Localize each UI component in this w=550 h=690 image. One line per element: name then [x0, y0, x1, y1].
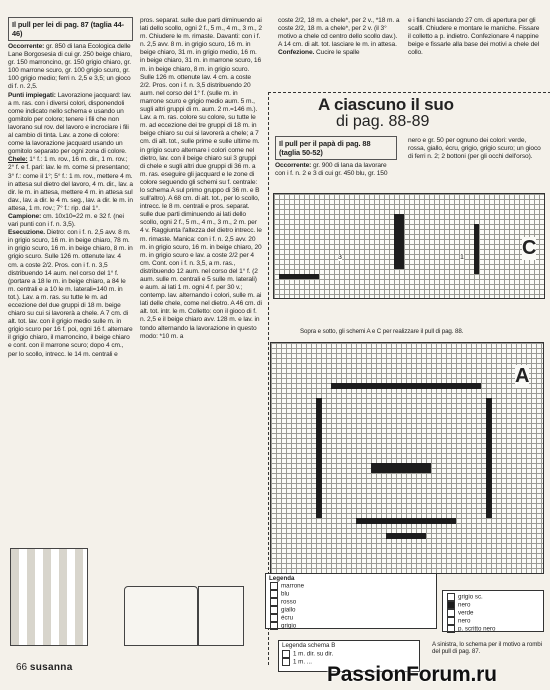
sweater-sketch-icon	[198, 586, 244, 646]
legend-item	[270, 606, 304, 614]
legend-item	[270, 590, 304, 598]
legend-item-label: marrone	[281, 582, 305, 590]
legend-item	[447, 601, 496, 609]
chart-c-label: C	[522, 237, 537, 259]
swatch-icon	[270, 582, 278, 590]
panel-subtitle: di pag. 88-89	[336, 113, 430, 130]
panel-left-text	[275, 136, 397, 178]
swatch-icon	[282, 650, 290, 658]
label-chele: Chele:	[8, 156, 28, 164]
swatch-icon	[447, 617, 455, 625]
panel-right-body: nero e gr. 50 per ognuno dei colori: verde, rossa, giallo, écru, grigio, grigio scuro; un gioco di ferri n. 2; 2 bottoni (per gli occhi dell'orso).	[408, 137, 541, 161]
legend-item	[270, 582, 304, 590]
swatch-icon	[270, 590, 278, 598]
swatch-icon	[270, 598, 278, 606]
text-punti: Lavorazione jacquard: lav. a m. ras. con i diversi colori, disponendoli come indicato nello schema e usando un gomitolo per colore; tenere i fili che non lavorano sul rov. del lavoro e incrociare i fili al cambio di tinta. Lav. a zone di colore: come la lavorazione jacquard usando un gomitolo separato per ogni zona di colore.	[8, 91, 132, 156]
legend-item	[447, 609, 496, 617]
chart-c-block	[474, 224, 479, 274]
chart-caption: Sopra e sotto, gli schemi A e C per realizzare il pull di pag. 88.	[300, 328, 464, 335]
middle-column	[140, 17, 262, 341]
chart-c-grid	[273, 193, 545, 299]
legend-item	[270, 614, 304, 622]
legend-title: Legenda	[269, 575, 295, 582]
panel-occorrente	[275, 162, 397, 178]
chart-c-block	[394, 214, 404, 269]
legend-box	[265, 573, 437, 629]
chart-a-shape	[331, 383, 481, 389]
swatch-icon	[270, 614, 278, 622]
sweater-sketch-icon	[10, 548, 88, 646]
chart-c-block	[279, 274, 319, 279]
chart-a-shape	[486, 398, 492, 518]
panel-occorrente-label: Occorrente:	[275, 162, 312, 169]
left-column	[8, 17, 133, 359]
schema-b-note: A sinistra, lo schema per il motivo a rombi del pull di pag. 87.	[432, 641, 542, 656]
label-occorrente: Occorrente:	[8, 43, 45, 50]
swatch-icon	[447, 625, 455, 633]
legend-schema-b-item-label: 1 m. ...	[293, 659, 312, 667]
chart-a-shape	[316, 398, 322, 518]
chart-a-label: A	[515, 365, 530, 387]
chart-a-shape	[386, 533, 426, 539]
legend-item	[447, 593, 496, 601]
paragraph-punti	[8, 92, 133, 157]
legend-item	[447, 625, 496, 633]
text-chele: 1° f.: 1 m. rov., 16 m. dir., 1 m. rov.; 2° f. e f. pari: lav. le m. come si presentano; 3° f.: come il 1°; 5° f.: 1 m. rov., mettere 4 m. in attesa sul dietro del lavoro, 4 m. dir., lav. a dir. le m. in attesa, mettere 4 m. in attesa sul dav., lav. a dir. le 4 m. seg., lav. a dir. le m. in attesa, 1 m. rov.; 7° f.: rip. dal 1°.	[8, 156, 133, 212]
paragraph-occorrente	[8, 43, 133, 92]
panel-right-text	[408, 137, 542, 161]
text-campione: cm. 10x10=22 m. e 32 f. (nei vari punti con i f. n. 3,5).	[8, 212, 124, 229]
swatch-icon	[447, 609, 455, 617]
top-mid-column	[278, 17, 402, 57]
chart-a-grid	[270, 342, 544, 574]
legend-schema-b-title: Legenda schema B	[282, 642, 336, 649]
brand-logo: susanna	[29, 662, 73, 673]
legend-item-label: grigio	[281, 622, 297, 630]
legend-item-label: nero	[458, 617, 471, 625]
label-confezione: Confezione.	[278, 49, 315, 57]
middle-text: pros. separat. sulle due parti diminuendo ai lati dello scollo, ogni 2 f., 5 m., 4 m., 3 m., 2 m. Chiudere le m. rimaste. Davanti: con i f. n. 2,5 avv. 8 m. in grigio scuro, 16 m. in beige chiaro, 31 m. in grigio medio, 16 m. in beige chiaro, 31 m. in marrone scuro, 16 m. in beige chiaro, 8 m. in grigio scuro. Sulle 126 m. ottenute lav. 4 cm. a coste 2/2. Pros. con i f. n. 3,5 distribuendo 20 aum. nel corso del 1° f. (sulle m. in marrone scuro e grigio medio aum. 5 m., sugli altri gruppi di m. aum. 2 m.=146 m.). Lav. a m. ras. colore su colore, su tutte le m. ad eccezione dei tre gruppi di 18 m. in beige chiaro su cui si lavorerà a chele; a 7 cm. di alt. tot., sulle prime e sulle ultime m. in grigio scuro alternare i colori come nel dietro, lav. con il beige chiaro sui 3 gruppi di chele e sugli altri due gruppi di 36 m. a m. ras. eseguire gli jacquard e le zone di colore seguendo gli schemi su f. centrale: lo schema A sul primo gruppo di 36 m. e B sull'altro). A 68 cm. di alt. tot., per lo scollo, intrecc. le 8 m. centrali e pros. separat. sulle due parti diminuendo ai lati dello scollo, ogni 2 f., 5 m., 4 m., 3 m., 2 m. per 4 v. Raggiunta l'altezza del dietro intrecc. le m. rimaste. Manica: con i f. n. 2,5 avv. 20 m. in grigio scuro, 16 m. in beige chiaro, 20 m. in grigio scuro e lav. a coste 2/2 per 4 cm. Cont. con i f. n. 3,5, a m. ras., distribuendo 12 aum. nel corso del 1° f. (2 aum. sulle m. centrali e 5 sulle m. laterali) e aum. ai lati 1 m. ogni 4 f. per 30 v.; contemp. lav. alternando i colori, sulle m. ai lati delle chele, come nel dietro. A 46 cm. di alt. tot. intr. le m. Colletto: con il gioco di f. n. 2,5 e il beige chiaro avv. 128 m. e lav. in tondo alternando la lavorazione in questo modo: *10 m. a	[140, 17, 262, 340]
legend-item-label: nero	[458, 601, 471, 609]
paragraph-esecuzione	[8, 229, 133, 359]
legend-item	[447, 617, 496, 625]
panel-subheader: Il pull per il papà di pag. 88 (taglia 50-52)	[275, 136, 397, 160]
top-right-text: e i fianchi lasciando 27 cm. di apertura per gli scalfi. Chiudere e montare le maniche. Fissare il colletto a p. indietro. Confezionare 4 nappine beige e fissarle alla base dei motivi a chele del collo.	[408, 17, 540, 57]
watermark: PassionForum.ru	[327, 663, 497, 686]
text-confezione: Cucire le spalle	[314, 49, 360, 57]
paragraph-campione	[8, 213, 133, 229]
chart-c-number-3: 3	[338, 254, 342, 261]
top-mid-body: coste 2/2, 18 m. a chele*, per 2 v., *18 m. a coste 2/2, 18 m. a chele*, per 2 v. (il 3° motivo a chele cd centro dello scollo dav.). A 14 cm. di alt. tot. lasciare le m. in attesa.	[278, 17, 400, 49]
text-esecuzione: Dietro: con i f. n. 2,5 avv. 8 m. in grigio scuro, 16 m. in beige chiaro, 78 m. in grigio scuro, 16 m. in beige chiaro, 8 m. in grigio scuro. Sulle 126 m. ottenute lav. 4 cm. a coste 2/2. Pros. con i f. n. 3,5 distribuendo 14 aum. nel corso del 1° f. (portare a 18 le m. in beige chiaro, a 84 le m. centrali e a 10 le m. laterali=140 m. in tot.). Lav. a m. ras. su tutte le m. ad eccezione del due gruppi di 18 m. beige chiaro su cui si lavorerà a chele. A 7 cm. di alt. tot. lav. con il grigio medio sulle m. in grigio scuro per 16 f. poi, ogni 16 f. alternare il grigio chiaro, il marroncino, il beige chiaro e cont. con il marrone scuro; dopo 4 cm., per lo scollo, intrecc. le 14 m. centrali e	[8, 229, 133, 358]
label-esecuzione: Esecuzione.	[8, 229, 46, 237]
paragraph-chele	[8, 156, 133, 213]
page-number: 66	[16, 662, 28, 673]
legend-schema-b-item-label: 1 m. dir. su dir.	[293, 651, 334, 659]
label-punti: Punti impiegati:	[8, 91, 56, 99]
chart-a-shape	[371, 463, 431, 473]
legend-item-label: giallo	[281, 606, 296, 614]
panel-title: A ciascuno il suo	[318, 95, 454, 114]
legend-item-label: rosso	[281, 598, 297, 606]
top-mid-text	[278, 17, 402, 57]
swatch-icon	[270, 606, 278, 614]
chart-c-number-1: 1	[460, 254, 464, 261]
legend-box-right	[442, 590, 544, 632]
swatch-icon	[447, 593, 455, 601]
legend-item-label: p. scritto nero	[458, 625, 496, 633]
page-footer	[16, 662, 73, 673]
legend-item	[270, 598, 304, 606]
label-campione: Campione:	[8, 212, 42, 220]
legend-left-list	[270, 582, 304, 630]
text-occorrente: gr. 850 di lana Ecologica delle Lane Borgosesia di cui gr. 250 beige chiaro, gr. 150 marroncino, gr. 150 grigio chiaro, gr. 100 marrone scuro, gr. 100 grigio scuro, gr. 100 grigio medio; ferri n. 2,5 e 3,5; un gioco di f. n. 2,5.	[8, 43, 132, 91]
legend-item-label: grigio sc.	[458, 593, 483, 601]
chart-a-shape	[356, 518, 456, 524]
legend-item-label: verde	[458, 609, 474, 617]
legend-right-list	[447, 593, 496, 633]
swatch-icon	[447, 601, 455, 609]
legend-schema-b-item	[279, 650, 419, 658]
left-header: Il pull per lei di pag. 87 (taglia 44-46)	[8, 17, 133, 41]
swatch-icon	[270, 622, 278, 630]
sweater-sketch-icon	[124, 586, 198, 646]
legend-item-label: écru	[281, 614, 294, 622]
legend-item-label: blu	[281, 590, 290, 598]
top-right-column	[408, 17, 542, 57]
swatch-icon	[282, 658, 290, 666]
panel-occorrente-text: gr. 900 di lana da lavorare con i f. n. 2 e 3 di cui gr. 450 blu, gr. 150	[275, 162, 388, 178]
legend-item	[270, 622, 304, 630]
